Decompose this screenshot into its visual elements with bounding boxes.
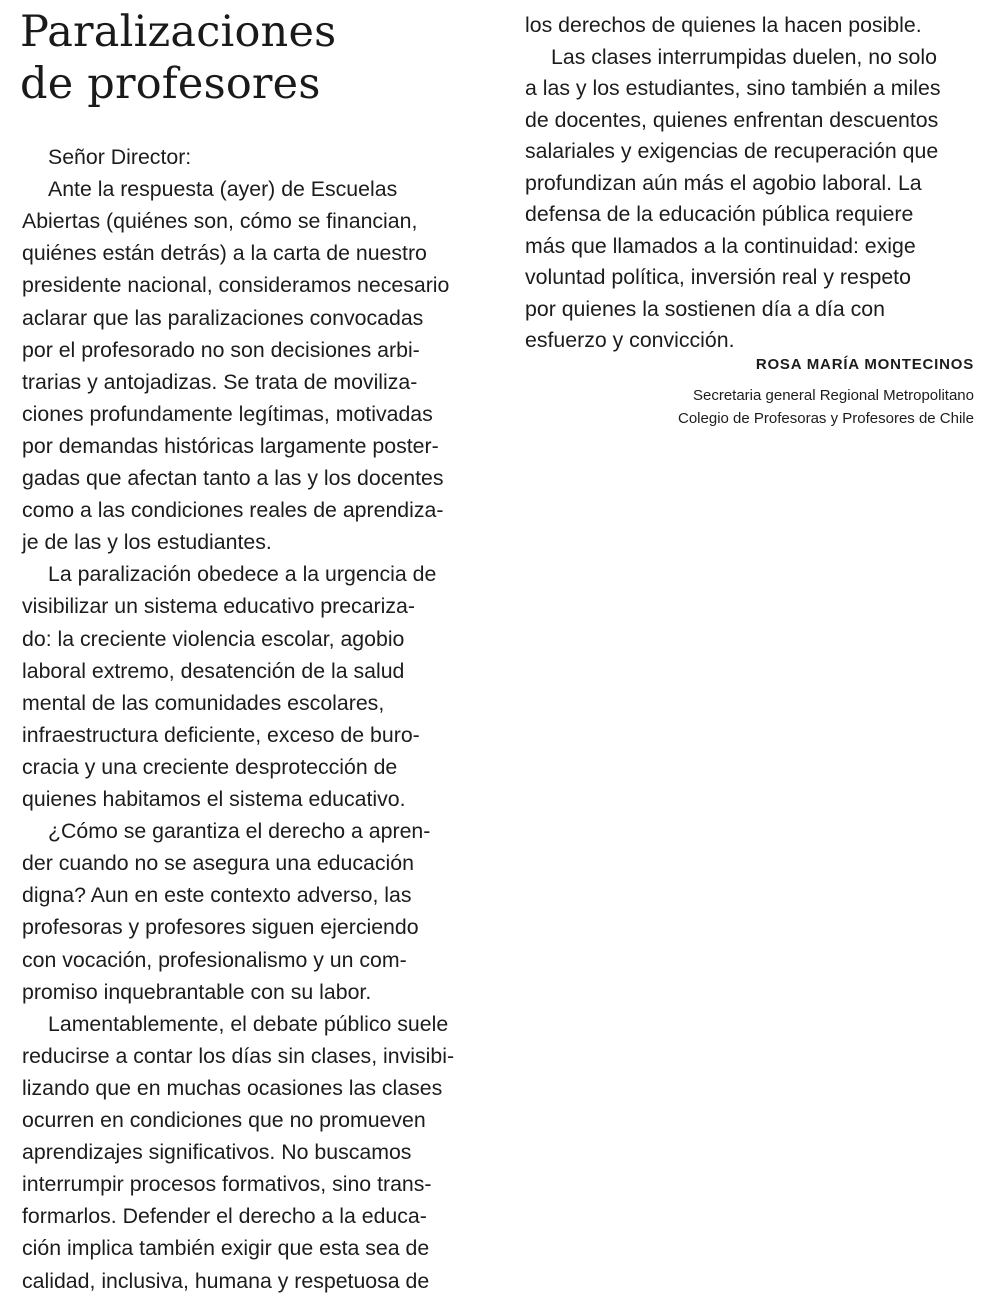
letter-line: lizando que en muchas ocasiones las clases <box>22 1075 443 1100</box>
letter-line: profesoras y profesores siguen ejerciendo <box>22 915 419 940</box>
letter-line: interrumpir procesos formativos, sino trans- <box>22 1172 432 1197</box>
letter-line: a las y los estudiantes, sino también a miles <box>525 76 941 100</box>
headline-line-1: Paralizaciones <box>20 7 337 57</box>
letter-line: aclarar que las paralizaciones convocadas <box>22 305 424 330</box>
letter-line: promiso inquebrantable con su labor. <box>22 979 372 1004</box>
letter-line: salariales y exigencias de recuperación que <box>525 139 939 163</box>
signer-role-line-2: Colegio de Profesoras y Profesores de Chile <box>678 410 974 427</box>
letter-line: voluntad política, inversión real y respeto <box>525 265 911 289</box>
letter-line: por demandas históricas largamente poster- <box>22 433 439 458</box>
letter-line: esfuerzo y convicción. <box>525 328 735 352</box>
letter-line: ocurren en condiciones que no promueven <box>22 1108 426 1132</box>
letter-line: Ante la respuesta (ayer) de Escuelas <box>48 177 398 202</box>
letter-line: presidente nacional, consideramos necesario <box>22 273 450 298</box>
letter-line: mental de las comunidades escolares, <box>22 690 385 715</box>
letter-line: Las clases interrumpidas duelen, no solo <box>551 44 937 69</box>
letter-line: por quienes la sostienen día a día con <box>525 296 885 321</box>
letter-line: por el profesorado no son decisiones arbi- <box>22 337 420 362</box>
letter-line: defensa de la educación pública requiere <box>525 202 914 226</box>
letter-line: profundizan aún más el agobio laboral. La <box>525 170 922 195</box>
letter-line: con vocación, profesionalismo y un com- <box>22 947 407 972</box>
letter-line: infraestructura deficiente, exceso de buro- <box>22 722 420 747</box>
letter-line: quiénes están detrás) a la carta de nuestro <box>22 241 427 266</box>
letter-line: formarlos. Defender el derecho a la educa- <box>22 1204 427 1229</box>
signer-role-line-1: Secretaria general Regional Metropolitano <box>692 387 974 404</box>
letter-line: cracia y una creciente desprotección de <box>22 754 398 779</box>
letter-line: Abiertas (quiénes son, cómo se financian, <box>22 209 418 234</box>
letter-line: laboral extremo, desatención de la salud <box>22 658 405 683</box>
letter-line: trarias y antojadizas. Se trata de moviliza- <box>22 369 418 394</box>
headline <box>20 6 490 110</box>
letter-line: ción implica también exigir que esta sea de <box>22 1236 430 1261</box>
letter-line: La paralización obedece a la urgencia de <box>48 562 437 587</box>
letter-line: do: la creciente violencia escolar, agobio <box>22 626 405 651</box>
letter-line: visibilizar un sistema educativo precariza- <box>22 594 415 619</box>
letter-line: der cuando no se asegura una educación <box>22 851 414 876</box>
letter-line: los derechos de quienes la hacen posible. <box>525 13 922 37</box>
letter-line: ciones profundamente legítimas, motivadas <box>22 401 433 426</box>
letter-line: calidad, inclusiva, humana y respetuosa de <box>22 1268 430 1293</box>
letter-line: Señor Director: <box>48 145 192 169</box>
headline-line-2: de profesores <box>20 59 321 109</box>
letter-line: aprendizajes significativos. No buscamos <box>22 1140 412 1165</box>
letter-line: je de las y los estudiantes. <box>22 530 272 555</box>
letter-line: ¿Cómo se garantiza el derecho a apren- <box>48 819 431 844</box>
letter-line: reducirse a contar los días sin clases, invisibi- <box>22 1043 455 1068</box>
letter-line: digna? Aun en este contexto adverso, las <box>22 883 412 908</box>
letter-line: más que llamados a la continuidad: exige <box>525 233 916 258</box>
letter-line: gadas que afectan tanto a las y los docentes <box>22 466 444 490</box>
signer-name: ROSA MARÍA MONTECINOS <box>755 356 974 373</box>
letter-line: quienes habitamos el sistema educativo. <box>22 787 406 811</box>
letter-line: de docentes, quienes enfrentan descuentos <box>525 107 939 132</box>
letter-line: Lamentablemente, el debate público suele <box>48 1011 449 1036</box>
letter-line: como a las condiciones reales de aprendiza- <box>22 498 444 523</box>
